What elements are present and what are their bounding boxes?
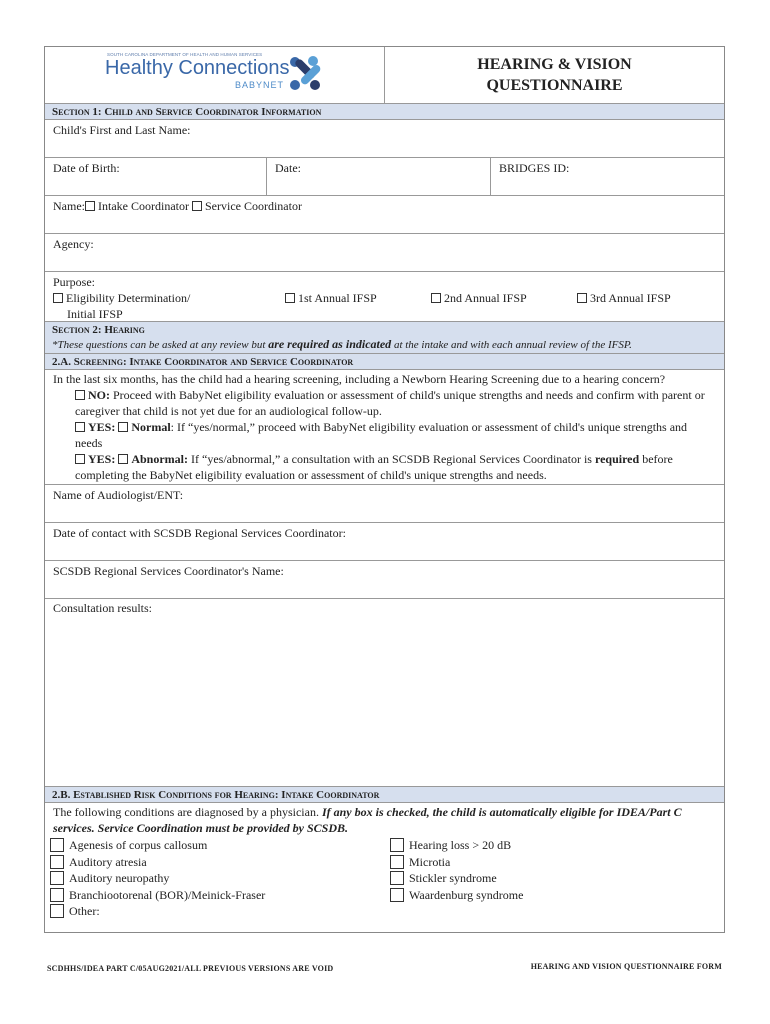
- condition-label: Hearing loss > 20 dB: [409, 838, 512, 852]
- form-title: [385, 47, 724, 103]
- normal-label: Normal: [131, 420, 171, 434]
- section-2-title: Hearing: [104, 324, 145, 336]
- abnormal-label: Abnormal:: [131, 452, 189, 466]
- section-2b-label: 2.B.: [52, 789, 71, 801]
- coordinator-name-field[interactable]: [45, 196, 724, 234]
- yes-label: YES:: [88, 420, 116, 434]
- conditions-grid: [45, 837, 724, 903]
- condition-checkbox-cell[interactable]: [385, 837, 409, 854]
- intake-coordinator-label: Intake Coordinator: [98, 199, 189, 213]
- conditions-intro-b: If any box is checked, the child is automatically eligible for IDEA/Part C services. Service Coordination must be provided by SCSDB.: [53, 805, 682, 835]
- section-2-note: [52, 337, 717, 352]
- audiologist-field[interactable]: [45, 485, 724, 523]
- section-2-label: Section 2:: [52, 324, 102, 336]
- section-2-note-emphasis: are required as indicated: [268, 337, 392, 351]
- eligibility-label: Eligibility Determination/: [66, 291, 191, 305]
- section-1-header: [45, 104, 724, 120]
- conditions-intro: [45, 803, 724, 837]
- condition-label: Waardenburg syndrome: [409, 887, 524, 902]
- condition-label: Auditory atresia: [69, 854, 147, 869]
- purpose-option-eligibility[interactable]: [53, 290, 285, 322]
- eligibility-label-line-2: Initial IFSP: [67, 307, 123, 321]
- purpose-option-2nd-annual[interactable]: [431, 290, 577, 322]
- rsc-name-label: SCSDB Regional Services Coordinator's Name:: [53, 564, 284, 578]
- normal-checkbox[interactable]: [118, 422, 128, 432]
- footer-form-name: HEARING AND VISION QUESTIONNAIRE FORM: [530, 962, 722, 971]
- condition-checkbox[interactable]: [390, 838, 404, 852]
- condition-label: Agenesis of corpus callosum: [69, 838, 208, 852]
- form-header: [45, 47, 724, 104]
- consultation-results-label: Consultation results:: [53, 601, 152, 615]
- child-name-label: Child's First and Last Name:: [53, 123, 191, 137]
- section-2a-title-2: Intake Coordinator and Service Coordinator: [129, 356, 354, 368]
- condition-checkbox[interactable]: [390, 871, 404, 885]
- condition-checkbox-cell[interactable]: [385, 854, 409, 871]
- condition-label: Stickler syndrome: [409, 871, 497, 885]
- eligibility-checkbox[interactable]: [53, 293, 63, 303]
- abnormal-required: required: [594, 452, 640, 466]
- screening-option-yes-abnormal: [53, 451, 716, 483]
- yes-abnormal-checkbox[interactable]: [75, 454, 85, 464]
- abnormal-text-b: before completing the BabyNet eligibility evaluation or assessment of child's unique strengths and needs.: [75, 452, 673, 482]
- section-2a-title: Screening:: [73, 356, 127, 368]
- condition-checkbox[interactable]: [50, 855, 64, 869]
- date-field[interactable]: [267, 158, 491, 195]
- purpose-field: [45, 272, 724, 322]
- section-1-label: Section 1:: [52, 106, 102, 118]
- section-2-note-c: at the intake and with each annual review of the IFSP.: [391, 339, 632, 351]
- section-2a-label: 2.A.: [52, 356, 71, 368]
- audiologist-label: Name of Audiologist/ENT:: [53, 488, 184, 502]
- condition-label: Microtia: [409, 854, 451, 869]
- condition-checkbox[interactable]: [50, 871, 64, 885]
- rsc-name-field[interactable]: [45, 561, 724, 599]
- condition-checkbox-cell[interactable]: [385, 870, 409, 887]
- abnormal-checkbox[interactable]: [118, 454, 128, 464]
- 2nd-annual-checkbox[interactable]: [431, 293, 441, 303]
- child-name-field[interactable]: [45, 120, 724, 158]
- condition-checkbox[interactable]: [390, 855, 404, 869]
- condition-checkbox-cell[interactable]: [45, 837, 69, 854]
- normal-text: : If “yes/normal,” proceed with BabyNet eligibility evaluation or assessment of child's unique strengths and needs: [75, 420, 688, 450]
- no-checkbox[interactable]: [75, 390, 85, 400]
- logo-program-text: BABYNET: [235, 80, 285, 90]
- section-2a-header: [45, 354, 724, 370]
- 1st-annual-label: 1st Annual IFSP: [298, 291, 377, 305]
- dob-date-bridges-row: [45, 158, 724, 196]
- agency-label: Agency:: [53, 237, 94, 251]
- contact-date-field[interactable]: [45, 523, 724, 561]
- 1st-annual-checkbox[interactable]: [285, 293, 295, 303]
- section-2-header: [45, 322, 724, 354]
- conditions-intro-a: The following conditions are diagnosed by a physician.: [53, 805, 322, 819]
- logo-brand-text: Healthy Connections: [105, 57, 290, 79]
- abnormal-text-a: If “yes/abnormal,” a consultation with an SCSDB Regional Services Coordinator is: [188, 452, 595, 466]
- dob-label: Date of Birth:: [53, 161, 120, 175]
- screening-option-yes-normal: [53, 419, 716, 451]
- agency-field[interactable]: [45, 234, 724, 272]
- 2nd-annual-label: 2nd Annual IFSP: [444, 291, 527, 305]
- section-2b-title-2: Intake Coordinator: [281, 789, 380, 801]
- purpose-option-3rd-annual[interactable]: [577, 290, 671, 322]
- service-coordinator-label: Service Coordinator: [204, 199, 302, 213]
- condition-checkbox[interactable]: [390, 888, 404, 902]
- questionnaire-form: [44, 46, 725, 933]
- condition-checkbox[interactable]: [50, 888, 64, 902]
- screening-question-block: [45, 370, 724, 485]
- service-coordinator-checkbox[interactable]: [192, 201, 202, 211]
- screening-question: In the last six months, has the child had a hearing screening, including a Newborn Hearing Screening due to a hearing concern?: [53, 372, 666, 386]
- consultation-results-field[interactable]: [45, 599, 724, 787]
- bridges-id-field[interactable]: [491, 158, 724, 195]
- screening-option-no: [53, 387, 716, 419]
- coordinator-name-label: Name:: [53, 199, 85, 213]
- healthy-connections-logo: [45, 47, 385, 103]
- other-condition-row: [45, 903, 724, 932]
- date-label: Date:: [275, 161, 301, 175]
- section-2b-title: Established Risk Conditions for Hearing:: [73, 789, 279, 801]
- 3rd-annual-checkbox[interactable]: [577, 293, 587, 303]
- 3rd-annual-label: 3rd Annual IFSP: [590, 291, 671, 305]
- contact-date-label: Date of contact with SCSDB Regional Services Coordinator:: [53, 526, 346, 540]
- condition-checkbox[interactable]: [50, 838, 64, 852]
- condition-checkbox-cell[interactable]: [45, 870, 69, 887]
- condition-checkbox-cell[interactable]: [385, 887, 409, 904]
- purpose-option-1st-annual[interactable]: [285, 290, 431, 322]
- no-text: Proceed with BabyNet eligibility evaluation or assessment of child's unique strengths and needs and confirm with parent or caregiver that child is not yet due for an audiological follow-up.: [75, 388, 705, 418]
- section-2b-header: [45, 787, 724, 803]
- purpose-label: Purpose:: [53, 275, 95, 289]
- condition-checkbox-cell[interactable]: [45, 854, 69, 871]
- dob-field[interactable]: [45, 158, 267, 195]
- title-line-2: QUESTIONNAIRE: [486, 77, 623, 94]
- condition-label: Branchiootorenal (BOR)/Meinick-Fraser: [69, 887, 266, 902]
- other-checkbox[interactable]: [50, 904, 64, 918]
- bridges-id-label: BRIDGES ID:: [499, 161, 570, 175]
- section-1-title: Child and Service Coordinator Information: [104, 106, 322, 118]
- condition-label: Auditory neuropathy: [69, 871, 170, 885]
- title-line-1: HEARING & VISION: [477, 56, 632, 73]
- condition-checkbox-cell[interactable]: [45, 887, 69, 904]
- yes-label-2: YES:: [88, 452, 116, 466]
- logo-agency-text: SOUTH CAROLINA DEPARTMENT OF HEALTH AND HUMAN SERVICES: [107, 52, 263, 57]
- intake-coordinator-checkbox[interactable]: [85, 201, 95, 211]
- yes-checkbox[interactable]: [75, 422, 85, 432]
- footer-version: SCDHHS/IDEA PART C/05AUG2021/ALL PREVIOUS VERSIONS ARE VOID: [47, 964, 334, 973]
- logo-x-mark-icon: [289, 55, 321, 91]
- no-label: NO:: [88, 388, 110, 402]
- other-label: Other:: [69, 904, 100, 918]
- section-2-note-a: *These questions can be asked at any review but: [52, 339, 269, 351]
- other-checkbox-cell[interactable]: [45, 903, 69, 919]
